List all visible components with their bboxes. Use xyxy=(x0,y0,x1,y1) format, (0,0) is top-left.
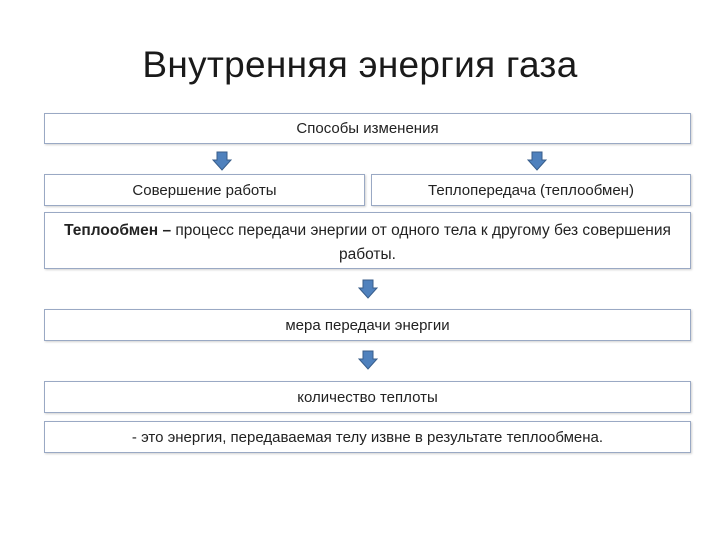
work-label: Совершение работы xyxy=(132,181,277,199)
measure-label: мера передачи энергии xyxy=(285,316,450,334)
heat-transfer-label: Теплопередача (теплообмен) xyxy=(428,181,634,199)
arrow-down-icon xyxy=(212,151,232,171)
heat-quantity-box xyxy=(44,381,691,413)
energy-definition-box xyxy=(44,421,691,453)
energy-definition-label: - это энергия, передаваемая телу извне в результате теплообмена. xyxy=(131,428,604,446)
work-box xyxy=(44,174,365,206)
methods-label: Способы изменения xyxy=(296,120,439,137)
methods-box xyxy=(44,113,691,144)
definition-body: процесс передачи энергии от одного тела к другому без совершения работы. xyxy=(171,222,671,263)
heat-transfer-box xyxy=(371,174,691,206)
heat-quantity-label: количество теплоты xyxy=(297,388,438,406)
arrow-down-icon xyxy=(527,151,547,171)
arrow-down-icon xyxy=(358,350,378,370)
arrow-down-icon xyxy=(358,279,378,299)
measure-box xyxy=(44,309,691,341)
slide-title: Внутренняя энергия газа xyxy=(142,44,578,85)
definition-term: Теплообмен – xyxy=(64,222,172,239)
definition-box xyxy=(44,212,691,269)
definition-text xyxy=(45,213,690,267)
